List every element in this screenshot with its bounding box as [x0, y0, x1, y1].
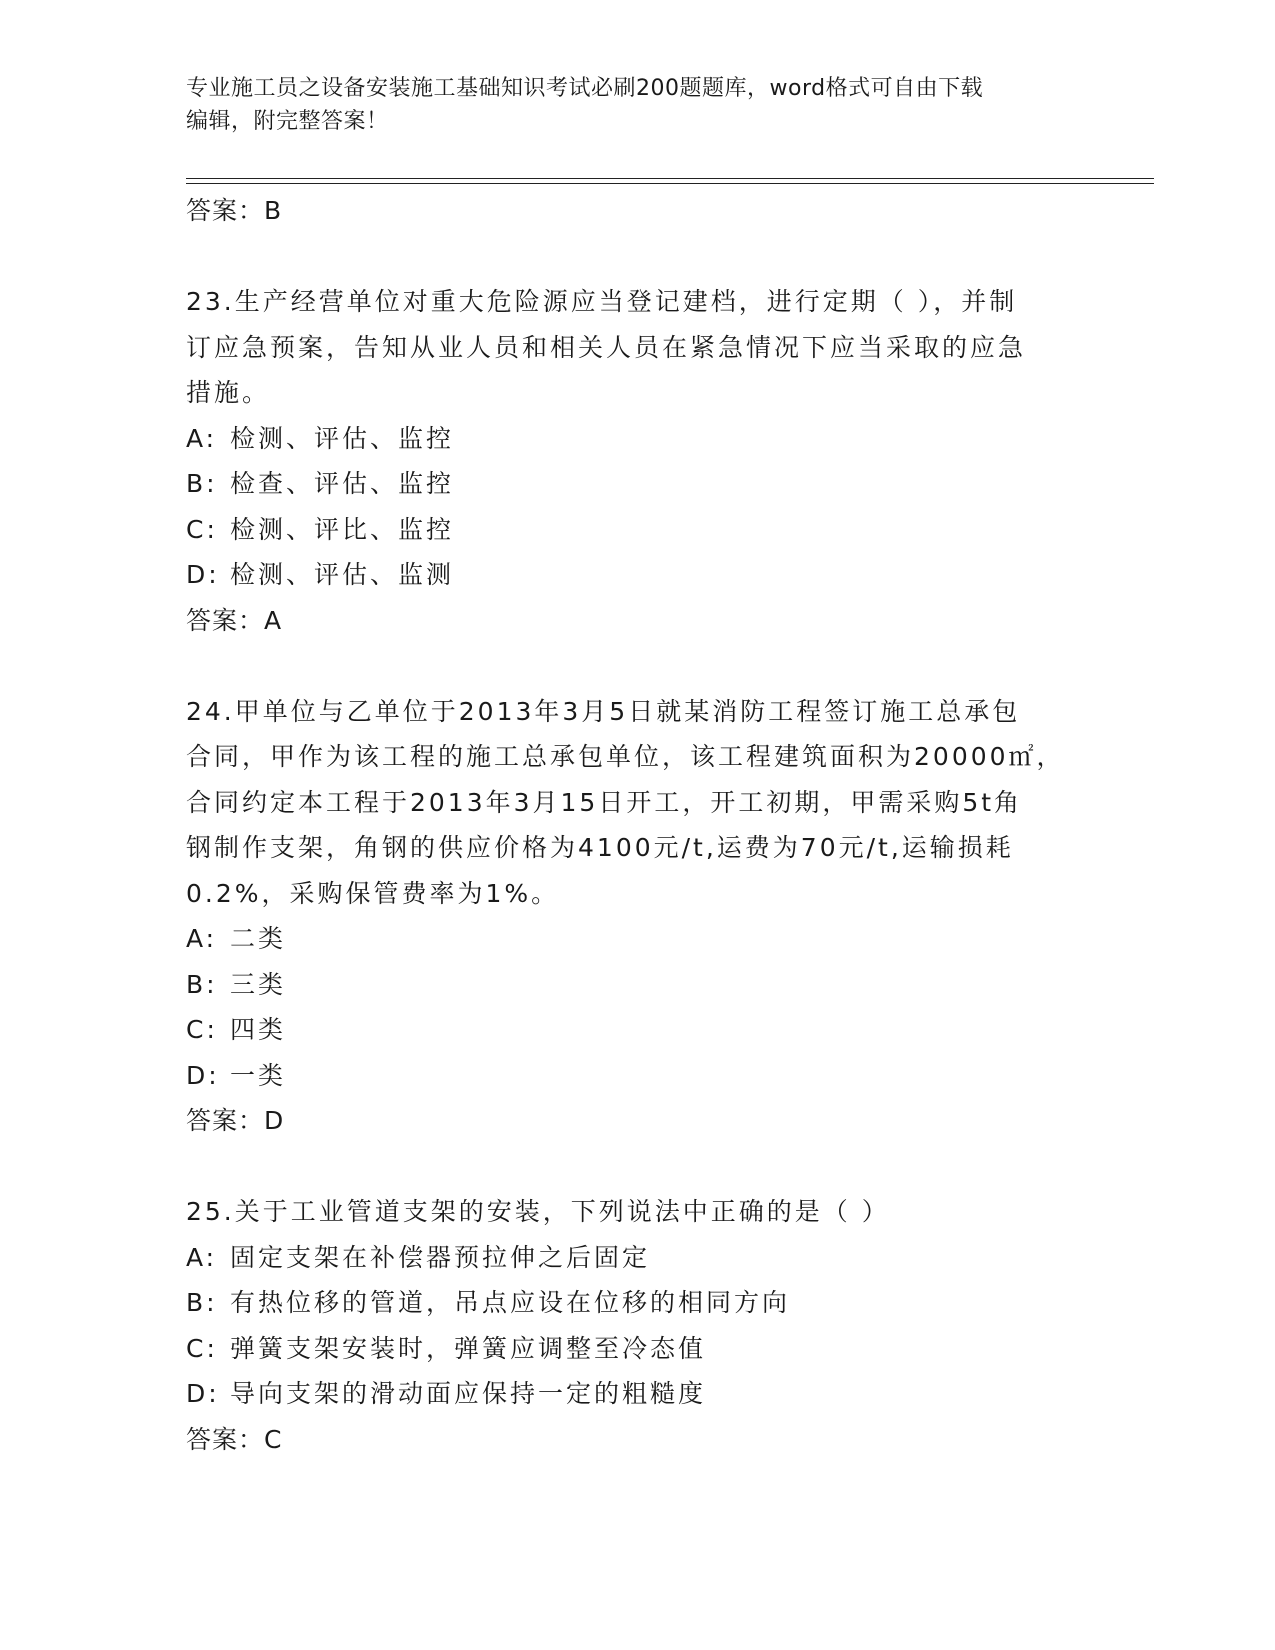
option-text: 弹簧支架安装时，弹簧应调整至冷态值	[230, 1333, 707, 1363]
question-block	[186, 689, 1086, 1145]
spacer	[186, 234, 1086, 279]
option-key: C:	[186, 514, 218, 544]
header-divider-top	[186, 178, 1154, 179]
option-key: D:	[186, 1060, 220, 1090]
question-text-line: 25.关于工业管道支架的安装，下列说法中正确的是（ ）	[186, 1197, 890, 1226]
answer-value: A	[264, 605, 283, 635]
answer-value: C	[264, 1424, 283, 1454]
question-text-line: 24.甲单位与乙单位于2013年3月5日就某消防工程签订施工总承包	[186, 696, 1021, 726]
option-text: 检测、评估、监控	[230, 423, 455, 453]
option-key: B:	[186, 469, 218, 498]
question-block	[186, 1189, 1086, 1463]
option-b	[186, 461, 1086, 507]
previous-answer	[186, 188, 1086, 234]
option-b	[186, 1280, 1086, 1326]
option-key: B:	[186, 1288, 218, 1317]
answer-label: 答案：	[186, 1106, 265, 1135]
question-answer	[186, 1098, 1086, 1144]
option-key: D:	[186, 1379, 220, 1408]
option-b	[186, 962, 1086, 1008]
option-text: 有热位移的管道，吊点应设在位移的相同方向	[230, 1288, 791, 1317]
page-header	[186, 72, 1066, 138]
question-text-line: 订应急预案，告知从业人员和相关人员在紧急情况下应当采取的应急	[186, 332, 1027, 362]
option-key: A:	[186, 423, 218, 453]
option-c	[186, 1007, 1086, 1053]
option-c	[186, 507, 1086, 553]
answer-value: D	[264, 1106, 285, 1135]
header-divider-bottom	[186, 183, 1154, 184]
header-line-1: 专业施工员之设备安装施工基础知识考试必刷200题题库，word格式可自由下载	[186, 76, 984, 101]
option-key: C:	[186, 1333, 218, 1363]
question-text-line: 措施。	[186, 378, 271, 407]
option-text: 导向支架的滑动面应保持一定的粗糙度	[230, 1379, 707, 1408]
option-key: A:	[186, 924, 218, 953]
option-key: A:	[186, 1242, 218, 1272]
question-answer	[186, 1417, 1086, 1463]
option-key: D:	[186, 560, 220, 589]
option-d	[186, 552, 1086, 598]
option-text: 三类	[230, 969, 287, 999]
option-a	[186, 916, 1086, 962]
answer-value: B	[264, 196, 283, 225]
question-answer	[186, 598, 1086, 644]
option-text: 检测、评估、监测	[230, 560, 455, 589]
option-d	[186, 1053, 1086, 1099]
option-c	[186, 1326, 1086, 1372]
answer-label: 答案：	[186, 605, 265, 635]
header-line-2: 编辑，附完整答案！	[186, 109, 389, 134]
question-text-line: 23.生产经营单位对重大危险源应当登记建档，进行定期（ ），并制	[186, 287, 1018, 316]
option-text: 二类	[230, 924, 287, 953]
option-d	[186, 1371, 1086, 1417]
question-text-line: 钢制作支架，角钢的供应价格为4100元/t,运费为70元/t,运输损耗	[186, 833, 1014, 862]
question-text-line: 合同，甲作为该工程的施工总承包单位，该工程建筑面积为20000㎡，	[186, 742, 1065, 771]
option-text: 检查、评估、监控	[230, 469, 455, 498]
option-text: 固定支架在补偿器预拉伸之后固定	[230, 1242, 651, 1272]
spacer	[186, 644, 1086, 689]
spacer	[186, 1144, 1086, 1189]
question-block	[186, 279, 1086, 644]
option-key: B:	[186, 969, 218, 999]
question-text-line: 合同约定本工程于2013年3月15日开工，开工初期，甲需采购5t角	[186, 787, 1023, 817]
option-text: 检测、评比、监控	[230, 514, 455, 544]
answer-label: 答案：	[186, 196, 265, 225]
option-key: C:	[186, 1015, 218, 1044]
option-a	[186, 416, 1086, 462]
answer-label: 答案：	[186, 1424, 265, 1454]
option-a	[186, 1235, 1086, 1281]
option-text: 四类	[230, 1015, 287, 1044]
document-body	[186, 188, 1086, 1463]
option-text: 一类	[230, 1060, 287, 1090]
question-text-line: 0.2%，采购保管费率为1%。	[186, 878, 560, 908]
